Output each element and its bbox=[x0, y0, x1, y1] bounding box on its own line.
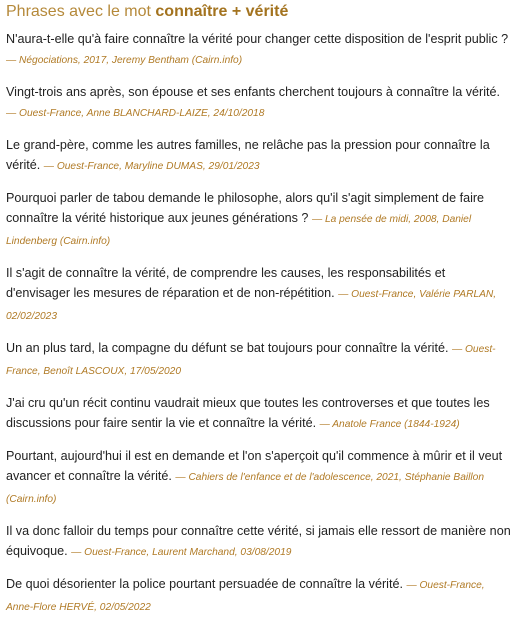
sentence-source: — Anatole France (1844-1924) bbox=[319, 419, 460, 430]
sentence-source: — Ouest-France, Valérie PARLAN, 02/02/2023 bbox=[6, 289, 497, 322]
sentence-item bbox=[6, 521, 512, 563]
sentence-text: Un an plus tard, la compagne du défunt se bat toujours pour connaître la vérité. bbox=[6, 341, 449, 355]
section-heading bbox=[6, 0, 512, 29]
sentence-source: — Cahiers de l'enfance et de l'adolescence, 2021, Stéphanie Baillon (Cairn.info) bbox=[6, 472, 485, 505]
sentence-item bbox=[6, 82, 512, 124]
sentence-text: J'ai cru qu'un récit continu vaudrait mieux que toutes les controverses et que toutes les discussions pour faire sentir la vie et connaître la vérité. bbox=[6, 396, 490, 430]
sentence-text: N'aura-t-elle qu'à faire connaître la vérité pour changer cette disposition de l'esprit public ? bbox=[6, 32, 509, 46]
sentence-item bbox=[6, 263, 512, 327]
sentence-text: Vingt-trois ans après, son épouse et ses enfants cherchent toujours à connaître la vérité. bbox=[6, 85, 501, 99]
sentence-item bbox=[6, 29, 512, 71]
sentence-item bbox=[6, 188, 512, 252]
heading-prefix: Phrases avec le mot bbox=[6, 3, 156, 20]
sentence-source: — Ouest-France, Laurent Marchand, 03/08/2019 bbox=[71, 547, 292, 558]
sentence-text: Pourtant, aujourd'hui il est en demande et l'on s'aperçoit qu'il commence à mûrir et il veut avancer et connaître la vérité. bbox=[6, 449, 503, 483]
sentence-source: — Ouest-France, Benoît LASCOUX, 17/05/2020 bbox=[6, 344, 496, 377]
sentence-source: — Ouest-France, Maryline DUMAS, 29/01/2023 bbox=[43, 161, 260, 172]
sentence-source: — Ouest-France, Anne BLANCHARD-LAIZE, 24/10/2018 bbox=[6, 108, 265, 119]
sentence-text: De quoi désorienter la police pourtant persuadée de connaître la vérité. bbox=[6, 577, 403, 591]
sentence-item bbox=[6, 393, 512, 435]
sentence-source: — Négociations, 2017, Jeremy Bentham (Cairn.info) bbox=[6, 55, 243, 66]
sentence-text: Le grand-père, comme les autres familles, ne relâche pas la pression pour connaître la vérité. bbox=[6, 138, 490, 172]
sentence-item bbox=[6, 135, 512, 177]
sentence-text: Il s'agit de connaître la vérité, de comprendre les causes, les responsabilités et d'envisager les mesures de réparation et de non-répétition. bbox=[6, 266, 446, 300]
sentence-source: — Ouest-France, Anne-Flore HERVÉ, 02/05/2022 bbox=[6, 580, 485, 613]
sentence-text: Pourquoi parler de tabou demande le philosophe, alors qu'il s'agit simplement de faire connaître la vérité historique aux jeunes générations ? bbox=[6, 191, 485, 225]
sentence-list bbox=[6, 29, 512, 618]
heading-keyword: connaître + vérité bbox=[155, 3, 289, 20]
sentence-item bbox=[6, 446, 512, 510]
sentence-item bbox=[6, 574, 512, 618]
sentence-source: — La pensée de midi, 2008, Daniel Lindenberg (Cairn.info) bbox=[6, 214, 472, 247]
sentence-item bbox=[6, 338, 512, 382]
sentence-text: Il va donc falloir du temps pour connaître cette vérité, si jamais elle ressort de manière non équivoque. bbox=[6, 524, 511, 558]
